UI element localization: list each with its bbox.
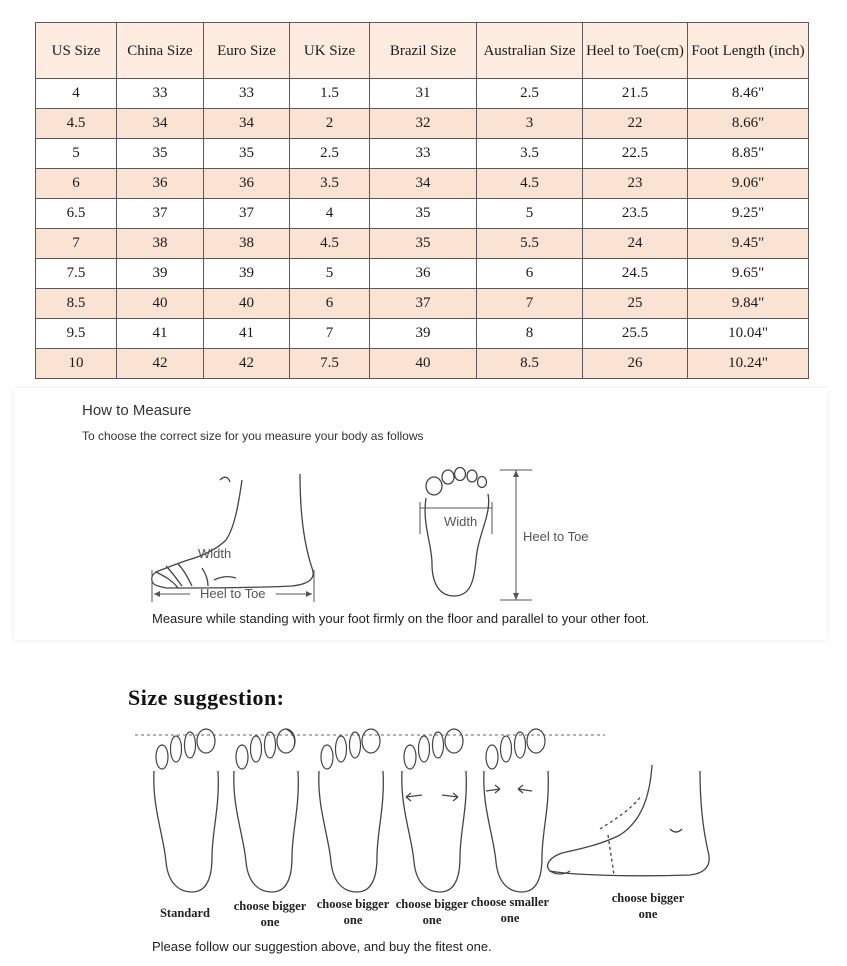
table-cell: 36 — [370, 259, 477, 289]
table-cell: 24.5 — [583, 259, 688, 289]
table-cell: 4.5 — [36, 109, 117, 139]
table-row — [36, 79, 809, 109]
sole-foot-diagram — [414, 464, 614, 604]
size-suggestion-title: Size suggestion: — [128, 685, 285, 710]
suggestion-footer: Please follow our suggestion above, and buy the fitest one. — [152, 939, 492, 954]
table-cell: 4 — [36, 79, 117, 109]
toe-arrow-icon — [286, 729, 295, 747]
table-row — [36, 199, 809, 229]
table-cell: 1.5 — [290, 79, 370, 109]
table-cell: 42 — [204, 349, 290, 379]
table-cell: 39 — [117, 259, 204, 289]
table-body — [36, 79, 809, 379]
table-cell: 4.5 — [290, 229, 370, 259]
table-cell: 26 — [583, 349, 688, 379]
table-cell: 2.5 — [290, 139, 370, 169]
table-cell: 25 — [583, 289, 688, 319]
table-cell: 9.25" — [688, 199, 809, 229]
table-cell: 9.06" — [688, 169, 809, 199]
label-choose-bigger-1: choose bigger one — [233, 899, 307, 929]
table-cell: 9.5 — [36, 319, 117, 349]
table-cell: 37 — [204, 199, 290, 229]
table-cell: 36 — [117, 169, 204, 199]
table-cell: 2.5 — [477, 79, 583, 109]
table-row — [36, 289, 809, 319]
label-choose-bigger-2: choose bigger one — [316, 897, 390, 927]
table-cell: 8.5 — [36, 289, 117, 319]
table-cell: 37 — [117, 199, 204, 229]
table-cell: 10.04" — [688, 319, 809, 349]
column-header: Heel to Toe(cm) — [583, 23, 688, 79]
column-header: UK Size — [290, 23, 370, 79]
width-out-arrows-icon — [406, 793, 458, 801]
measure-title: How to Measure — [82, 402, 192, 419]
label-choose-bigger-4: choose bigger one — [611, 891, 685, 921]
table-header-row — [36, 23, 809, 79]
label-choose-smaller: choose smaller one — [470, 895, 550, 925]
table-cell: 35 — [370, 199, 477, 229]
arrowhead-down-icon — [513, 593, 519, 600]
measure-subtitle: To choose the correct size for you measure your body as follows — [82, 429, 424, 443]
table-row — [36, 139, 809, 169]
standard-foot-icon — [154, 729, 219, 892]
size-suggestion-diagram — [130, 725, 730, 895]
table-cell: 7.5 — [36, 259, 117, 289]
table-cell: 8.85" — [688, 139, 809, 169]
table-cell: 39 — [204, 259, 290, 289]
table-cell: 42 — [117, 349, 204, 379]
table-cell: 32 — [370, 109, 477, 139]
table-cell: 9.45" — [688, 229, 809, 259]
arrowhead-right-icon — [306, 591, 312, 597]
table-cell: 6 — [477, 259, 583, 289]
table-cell: 2 — [290, 109, 370, 139]
table-cell: 33 — [117, 79, 204, 109]
table-cell: 6 — [290, 289, 370, 319]
table-cell: 34 — [204, 109, 290, 139]
table-cell: 25.5 — [583, 319, 688, 349]
column-header: Euro Size — [204, 23, 290, 79]
sole-length-label: Heel to Toe — [523, 529, 589, 544]
table-row — [36, 229, 809, 259]
table-cell: 7 — [477, 289, 583, 319]
width-in-arrows-icon — [486, 785, 532, 793]
table-cell: 7 — [290, 319, 370, 349]
table-cell: 40 — [370, 349, 477, 379]
table-cell: 4 — [290, 199, 370, 229]
table-cell: 39 — [370, 319, 477, 349]
table-cell: 6.5 — [36, 199, 117, 229]
label-choose-bigger-3: choose bigger one — [395, 897, 469, 927]
side-foot-icon — [152, 474, 313, 588]
table-cell: 41 — [204, 319, 290, 349]
table-cell: 38 — [117, 229, 204, 259]
column-header: Foot Length (inch) — [688, 23, 809, 79]
table-cell: 41 — [117, 319, 204, 349]
label-standard: Standard — [159, 906, 211, 920]
table-cell: 35 — [117, 139, 204, 169]
table-cell: 3.5 — [290, 169, 370, 199]
table-row — [36, 349, 809, 379]
side-width-label: Width — [198, 546, 232, 561]
side-length-label: Heel to Toe — [200, 586, 266, 601]
table-cell: 7 — [36, 229, 117, 259]
table-cell: 9.84" — [688, 289, 809, 319]
table-cell: 10 — [36, 349, 117, 379]
table-cell: 33 — [204, 79, 290, 109]
side-foot-diagram — [142, 468, 322, 608]
table-cell: 23.5 — [583, 199, 688, 229]
measure-note: Measure while standing with your foot firmly on the floor and parallel to your other foot. — [152, 611, 650, 626]
table-row — [36, 259, 809, 289]
table-cell: 5 — [477, 199, 583, 229]
table-cell: 40 — [117, 289, 204, 319]
table-cell: 33 — [370, 139, 477, 169]
table-row — [36, 169, 809, 199]
table-cell: 10.24" — [688, 349, 809, 379]
wide-foot-icon — [402, 729, 467, 892]
long-toe-foot-icon — [234, 729, 299, 892]
table-cell: 7.5 — [290, 349, 370, 379]
table-cell: 40 — [204, 289, 290, 319]
sole-width-label: Width — [444, 514, 478, 529]
table-cell: 36 — [204, 169, 290, 199]
table-cell: 5.5 — [477, 229, 583, 259]
column-header: China Size — [117, 23, 204, 79]
arrowhead-left-icon — [154, 591, 160, 597]
sole-foot-icon — [425, 468, 489, 597]
table-cell: 6 — [36, 169, 117, 199]
table-cell: 21.5 — [583, 79, 688, 109]
column-header: Australian Size — [477, 23, 583, 79]
table-cell: 8.66" — [688, 109, 809, 139]
table-row — [36, 319, 809, 349]
table-cell: 5 — [36, 139, 117, 169]
size-chart-table — [35, 22, 809, 379]
table-cell: 35 — [370, 229, 477, 259]
table-cell: 8.5 — [477, 349, 583, 379]
table-cell: 22 — [583, 109, 688, 139]
narrow-foot-icon — [484, 729, 549, 892]
table-cell: 37 — [370, 289, 477, 319]
how-to-measure-panel — [14, 388, 827, 640]
wide-toe-foot-icon — [319, 729, 384, 892]
table-row — [36, 109, 809, 139]
column-header: Brazil Size — [370, 23, 477, 79]
column-header: US Size — [36, 23, 117, 79]
table-cell: 3 — [477, 109, 583, 139]
table-cell: 35 — [204, 139, 290, 169]
high-instep-foot-icon — [548, 765, 710, 876]
table-cell: 31 — [370, 79, 477, 109]
table-cell: 3.5 — [477, 139, 583, 169]
table-cell: 4.5 — [477, 169, 583, 199]
table-cell: 24 — [583, 229, 688, 259]
table-cell: 38 — [204, 229, 290, 259]
table-cell: 22.5 — [583, 139, 688, 169]
table-cell: 5 — [290, 259, 370, 289]
table-cell: 8 — [477, 319, 583, 349]
table-cell: 34 — [117, 109, 204, 139]
arrowhead-up-icon — [513, 470, 519, 477]
table-cell: 34 — [370, 169, 477, 199]
table-cell: 9.65" — [688, 259, 809, 289]
table-cell: 8.46" — [688, 79, 809, 109]
table-cell: 23 — [583, 169, 688, 199]
